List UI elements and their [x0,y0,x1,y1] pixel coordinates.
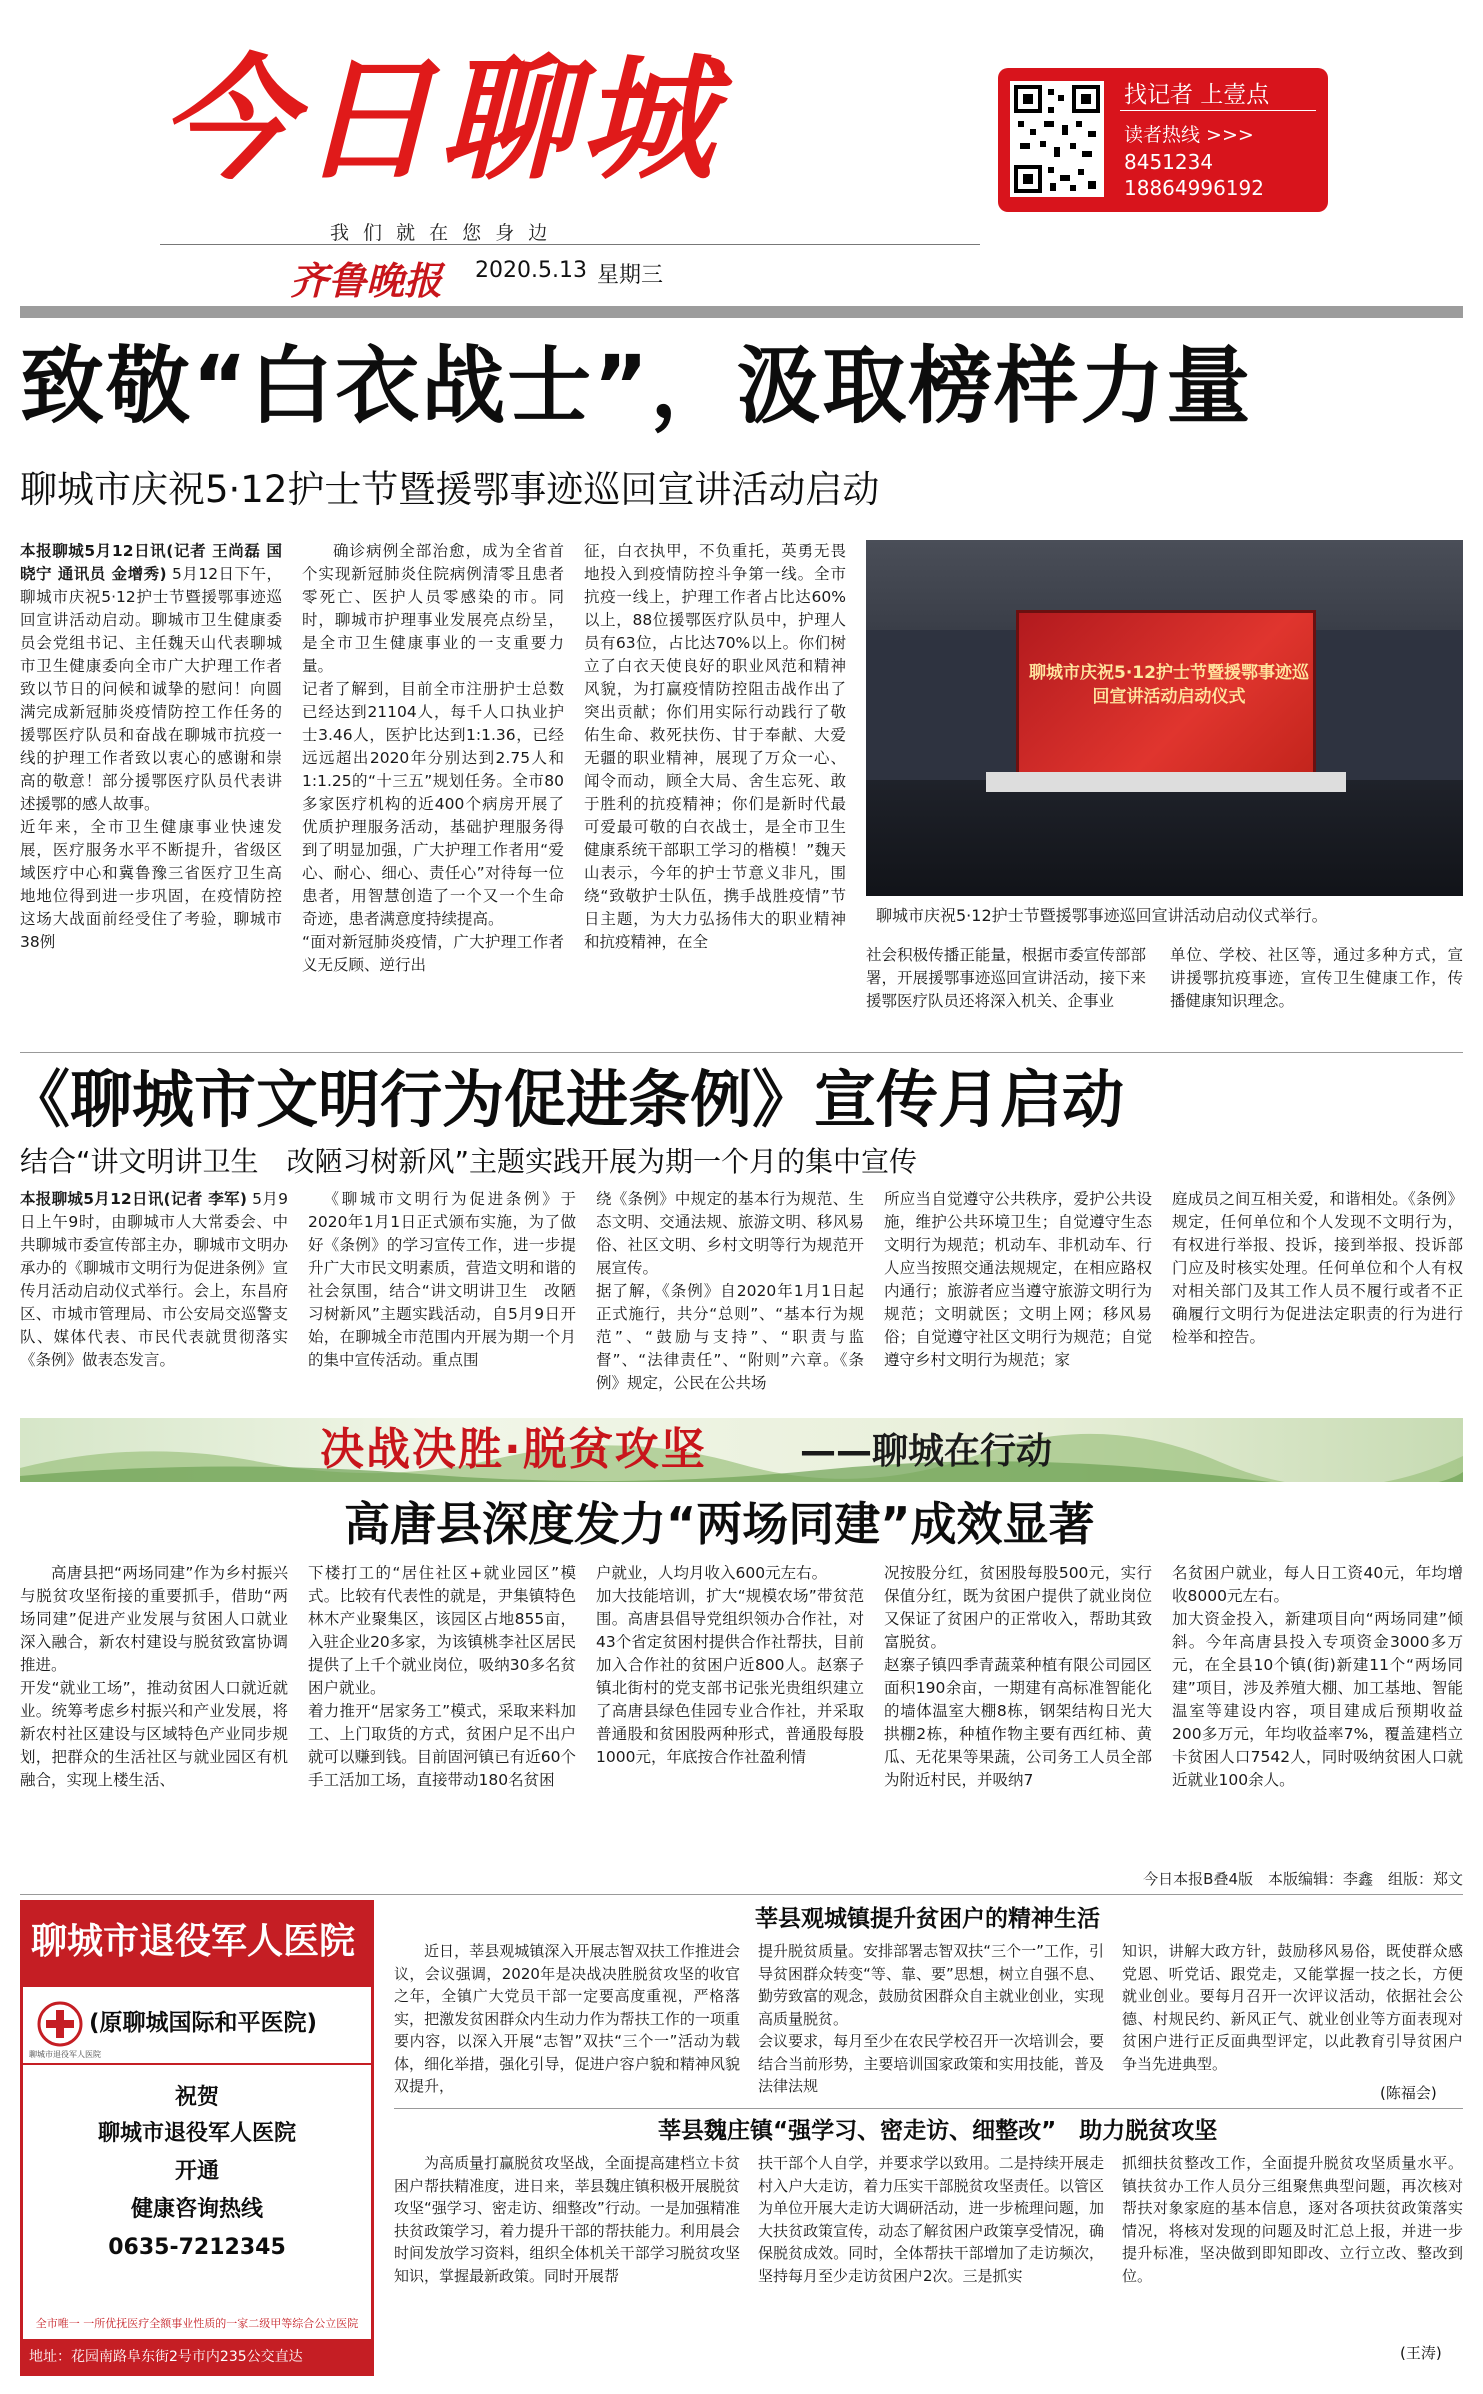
article1-col4: 社会积极传播正能量，根据市委宣传部部署，开展援鄂事迹巡回宣讲活动，接下来援鄂医疗队员还将深入机关、企事业 [866,946,1146,1010]
banner-sub-text: ——聊城在行动 [800,1431,1053,1472]
article3-col3: 户就业，人均月收入600元左右。 加大技能培训，扩大“规模农场”带贫范围。高唐县倡导党组织领办合作社，对43个省定贫困村提供合作社帮扶，目前加入合作社的贫困户近800人。赵寨子镇北街村的党支部书记张光贵组织建立了高唐县绿色佳园专业合作社，并采取普通股和贫困股两种形式，普通股每股1000元，年底按合作社盈利情 [596,1564,864,1766]
article5-col3: 抓细扶贫整改工作，全面提升脱贫攻坚质量水平。镇扶贫办工作人员分三组聚焦典型问题，再次核对帮扶对象家庭的基本信息，逐对各项扶贫政策落实情况，将核对发现的问题及时汇总上报，并进一步提升标准，坚决做到即知即改、立行立改、整改到位。 [1122,2154,1463,2285]
ad-title: 聊城市退役军人医院 [31,1921,356,1962]
ad-phone[interactable]: 0635-7212345 [108,2235,286,2260]
ad-address: 地址：花园南路阜东街2号市内235公交直达 [29,2349,303,2365]
article4-col2: 提升脱贫质量。安排部署志智双扶“三个一”工作，引导贫困群众转变“等、靠、要”思想，树立自强不息、勤劳致富的观念，鼓励贫困群众自主就业创业，实现高质量脱贫。 会议要求，每月至少在农民学校召开一次培训会，要结合当前形势，主要培训国家政策和实用技能，普及法律法规 [758,1942,1104,2095]
article3-col4: 况按股分红，贫困股每股500元，实行保值分红，既为贫困户提供了就业岗位又保证了贫困户的正常收入，帮助其致富脱贫。 赵寨子镇四季青蔬菜种植有限公司园区面积190余亩，一期建有高标准智能化的墙体温室大棚8栋，钢架结构日光大拱棚2栋，种植作物主要有西红柿、黄瓜、无花果等果蔬，公司务工人员全部为附近村民，并吸纳7 [884,1564,1152,1789]
photo-caption-bar [866,896,1463,900]
article3-col1: 高唐县把“两场同建”作为乡村振兴与脱贫攻坚衔接的重要抓手，借助“两场同建”促进产业发展与贫困人口就业深入融合，新农村建设与脱贫致富协调推进。 开发“就业工场”，推动贫困人口就近就业。统筹考虑乡村振兴和产业发展，将新农村社区建设与区域特色产业同步规划，把群众的生活社区与就业园区有机融合，实现上楼生活、 [20,1564,288,1789]
page-footer: 今日本报B叠4版 本版编辑：李鑫 组版：郑文 [1143,1870,1463,1888]
article3-col5: 名贫困户就业，每人日工资40元，年均增收8000元左右。 加大资金投入，新建项目向“两场同建”倾斜。今年高唐县投入专项资金3000多万元，在全县10个镇(街)新建11个“两场同建”项目，涉及养殖大棚、加工基地、智能温室等建设内容，项目建成后预期收益200多万元，年均收益率7%，覆盖建档立卡贫困人口7542人，同时吸纳贫困人口就近就业100余人。 [1172,1564,1463,1789]
article4-col3: 知识，讲解大政方针，鼓励移风易俗，既使群众感党恩、听党话、跟党走，又能掌握一技之长，方便就业创业。要每月召开一次评议活动，依据社会公德、村规民约、新风正气、就业创业等方面表现对贫困户进行正反面典型评定，以此教育引导贫困户争当先进典型。 [1122,1942,1463,2073]
issue-date: 2020.5.13 [475,258,587,283]
article5-headline: 莘县魏庄镇“强学习、密走访、细整改” 助力脱贫攻坚 [658,2118,1218,2144]
article1-col2: 确诊病例全部治愈，成为全省首个实现新冠肺炎住院病例清零且患者零死亡、医护人员零感染的市。同时，聊城市护理事业发展亮点纷呈，是全市卫生健康事业的一支重要力量。 记者了解到，目前全市注册护士总数已经达到21104人，每千人口执业护士3.46人，医护比达到1:1.36，已经远远超出2020年分别达到2.75人和1:1.25的“十三五”规划任务。全市80多家医疗机构的近400个病房开展了优质护理服务活动，基础护理服务得到了明显加强，广大护理工作者用“爱心、耐心、细心、责任心”对待每一位患者，用智慧创造了一个又一个生命奇迹，患者满意度持续提高。 “面对新冠肺炎疫情，广大护理工作者义无反顾、逆行出 [302,542,564,974]
article1-photo-caption: 聊城市庆祝5·12护士节暨援鄂事迹巡回宣讲活动启动仪式举行。 [876,906,1328,925]
masthead-title: 今日聊城 [160,42,721,198]
article3-col2: 下楼打工的“居住社区+就业园区”模式。比较有代表性的就是，尹集镇特色林木产业聚集区，该园区占地855亩，入驻企业20多家，为该镇桃李社区居民提供了上千个就业岗位，吸纳30多名贫困户就业。 着力推开“居家务工”模式，采取来料加工、上门取货的方式，贫困户足不出户就可以赚到钱。目前固河镇已有近60个手工活加工场，直接带动180名贫困 [308,1564,576,1789]
banner-landscape [20,1418,1463,1482]
article4-author: (陈福会) [1380,2084,1437,2102]
hotline-phone-2[interactable]: 18864996192 [1124,176,1264,200]
article2-col1 [20,1188,288,1408]
article3-headline: 高唐县深度发力“两场同建”成效显著 [344,1497,1095,1551]
banner-main-text: 决战决胜·脱贫攻坚 [320,1424,707,1475]
ad-opening: 开通 [174,2159,219,2184]
divider-1 [20,1052,1463,1053]
hotline-label: 读者热线 >>> [1124,124,1254,146]
article4-col1: 近日，莘县观城镇深入开展志智双扶工作推进会议，会议强调，2020年是决战决胜脱贫攻坚的收官之年，全镇广大党员干部一定要高度重视，严格落实，把激发贫困群众内生动力作为帮扶工作的一项重要内容，以深入开展“志智”双扶“三个一”活动为载体，细化举措，强化引导，促进户容户貌和精神风貌双提升， [394,1942,740,2095]
ad-logo-icon [37,2001,83,2047]
ad-congrats: 祝贺 [174,2085,219,2110]
article4-headline: 莘县观城镇提升贫困户的精神生活 [755,1906,1100,1932]
poverty-banner [20,1418,1463,1482]
newspaper-logo: 齐鲁晚报 [290,258,443,303]
article1-subhead: 聊城市庆祝5·12护士节暨援鄂事迹巡回宣讲活动启动 [20,468,880,511]
ad-tagline: 全市唯一 一所优抚医疗全额事业性质的一家二级甲等综合公立医院 [35,2317,359,2330]
ad-hotline-label: 健康咨询热线 [130,2197,263,2222]
article2-col2: 《聊城市文明行为促进条例》于2020年1月1日正式颁布实施，为了做好《条例》的学习宣传工作，进一步提升广大市民文明素质，营造文明和谐的社会氛围，结合“讲文明讲卫生 改陋习树新风”主题实践活动，自5月9日开始，在聊城全市范围内开展为期一个月的集中宣传活动。重点围 [308,1190,576,1369]
photo-stage-screen [1016,610,1316,780]
article1-headline: 致敬“白衣战士”，汲取榜样力量 [20,337,1253,435]
masthead [0,0,1483,303]
article2-col5: 庭成员之间互相关爱，和谐相处。《条例》规定，任何单位和个人发现不文明行为，有权进行举报、投诉，接到举报、投诉部门应及时核实处理。任何单位和个人有权对相关部门及其工作人员不履行或者不正确履行文明行为促进法定职责的行为进行检举和控告。 [1172,1190,1463,1346]
article2-subhead: 结合“讲文明讲卫生 改陋习树新风”主题实践开展为期一个月的集中宣传 [20,1145,918,1178]
ad-logo-text: 聊城市退役军人医院 [29,2050,101,2059]
qr-code[interactable] [1010,81,1104,197]
masthead-divider [160,244,980,245]
issue-weekday: 星期三 [597,263,664,288]
article2-col3: 绕《条例》中规定的基本行为规范、生态文明、交通法规、旅游文明、移风易俗、社区文明、乡村文明等行为规范开展宣传。 据了解，《条例》自2020年1月1日起正式施行，共分“总则”、“基本行为规范”、“鼓励与支持”、“职责与监督”、“法律责任”、“附则”六章。《条例》规定，公民在公共场 [596,1190,864,1392]
article1-col1 [20,540,282,1040]
ad-hospital-name: 聊城市退役军人医院 [97,2121,296,2146]
qr-code-icon [1010,81,1104,197]
masthead-bottom-bar [20,306,1463,318]
ad-address-bar [23,2339,371,2373]
masthead-slogan: 我 们 就 在 您 身 边 [330,222,552,244]
ad-title-bar [23,1903,371,1987]
article5-author: (王涛) [1400,2344,1442,2362]
photo-stage-text: 聊城市庆祝5·12护士节暨援鄂事迹巡回宣讲活动启动仪式 [1029,663,1309,707]
article5-col2: 扶干部个人自学，并要求学以致用。二是持续开展走村入户大走访，着力压实干部脱贫攻坚责任。以管区为单位开展大走访大调研活动，进一步梳理问题，加大扶贫政策宣传，动态了解贫困户政策享受情况，确保脱贫成效。同时，全体帮扶干部增加了走访频次，坚持每月至少走访贫困户2次。三是抓实 [758,2154,1104,2285]
hotline-phone-1[interactable]: 8451234 [1124,150,1214,174]
article5-col1: 为高质量打赢脱贫攻坚战，全面提高建档立卡贫困户帮扶精准度，进日来，莘县魏庄镇积极开展脱贫攻坚“强学习、密走访、细整改”行动。一是加强精准扶贫政策学习，着力提升干部的帮扶能力。利用晨会时间发放学习资料，组织全体机关干部学习脱贫攻坚知识，掌握最新政策。同时开展帮 [394,2154,740,2285]
article2-headline: 《聊城市文明行为促进条例》宣传月启动 [8,1063,1125,1136]
article1-col1-text: 5月12日下午，聊城市庆祝5·12护士节暨援鄂事迹巡回宣讲活动启动。聊城市卫生健康委员会党组书记、主任魏天山代表聊城市卫生健康委向全市广大护理工作者致以节日的问候和诚挚的慰问！向圆满完成新冠肺炎疫情防控工作任务的援鄂医疗队员和奋战在聊城市抗疫一线的护理工作者致以衷心的感谢和崇高的敬意！部分援鄂医疗队员代表讲述援鄂的感人故事。 近年来，全市卫生健康事业快速发展，医疗服务水平不断提升，省级区域医疗中心和冀鲁豫三省医疗卫生高地地位得到进一步巩固，在疫情防控这场大战面前经受住了考验，聊城市38例 [20,565,282,951]
article1-photo [866,540,1463,900]
article1-col3: 征，白衣执甲，不负重托，英勇无畏地投入到疫情防控斗争第一线。全市抗疫一线上，护理工作者占比达60%以上，88位援鄂医疗队员中，护理人员有63位，占比达70%以上。你们树立了白衣天使良好的职业风范和精神风貌，为打赢疫情防控阻击战作出了突出贡献；你们用实际行动践行了敬佑生命、救死扶伤、甘于奉献、大爱无疆的职业精神，展现了万众一心、闻令而动，顾全大局、舍生忘死、敢于胜利的抗疫精神；你们是新时代最可爱最可敬的白衣战士，是全市卫生健康系统干部职工学习的楷模！”魏天山表示，今年的护士节意义非凡，围绕“致敬护士队伍，携手战胜疫情”节日主题，为大力弘扬伟大的职业精神和抗疫精神，在全 [584,542,846,951]
divider-3 [394,2108,1463,2109]
hotline-box [998,68,1328,212]
article1-byline: 本报聊城5月12日讯(记者 王尚磊 国晓宁 通讯员 金增秀) [20,542,282,583]
article2-byline: 本报聊城5月12日讯(记者 李军) [20,1190,247,1208]
divider-2 [20,1894,1463,1895]
hospital-ad[interactable] [20,1900,374,2376]
hotline-top: 找记者 上壹点 [1124,82,1270,108]
ad-former-name: (原聊城国际和平医院) [89,2010,318,2036]
article2-col4: 所应当自觉遵守公共秩序，爱护公共设施，维护公共环境卫生；自觉遵守生态文明行为规范；机动车、非机动车、行人应当按照交通法规规定，在相应路权内通行；旅游者应当遵守旅游文明行为规范；文明就医；文明上网；移风易俗；自觉遵守社区文明行为规范；自觉遵守乡村文明行为规范；家 [884,1190,1152,1369]
article2-col1-text: 5月9日上午9时，由聊城市人大常委会、中共聊城市委宣传部主办，聊城市文明办承办的《聊城市文明行为促进条例》宣传月活动启动仪式举行。会上，东昌府区、市城市管理局、市公安局交巡警支队、媒体代表、市民代表就贯彻落实《条例》做表态发言。 [20,1190,288,1369]
article1-col5: 单位、学校、社区等，通过多种方式，宣讲援鄂抗疫事迹，宣传卫生健康工作，传播健康知识理念。 [1170,946,1463,1010]
